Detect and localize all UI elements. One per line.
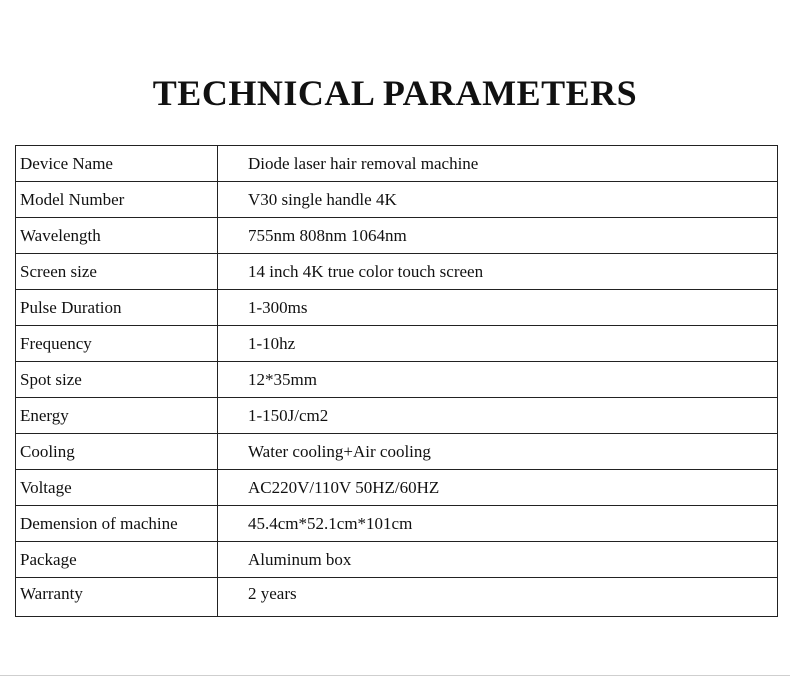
parameter-label: Wavelength (16, 218, 218, 254)
parameter-label: Cooling (16, 434, 218, 470)
parameter-label: Energy (16, 398, 218, 434)
table-row (16, 254, 778, 290)
parameter-value: Diode laser hair removal machine (218, 146, 778, 182)
parameter-label: Model Number (16, 182, 218, 218)
table-row (16, 326, 778, 362)
table-row (16, 578, 778, 617)
parameter-value: 14 inch 4K true color touch screen (218, 254, 778, 290)
parameter-label: Package (16, 542, 218, 578)
parameter-value: 2 years (218, 578, 778, 617)
parameter-value: 12*35mm (218, 362, 778, 398)
table-row (16, 218, 778, 254)
parameter-value: 1-150J/cm2 (218, 398, 778, 434)
table-row (16, 146, 778, 182)
parameter-value: 755nm 808nm 1064nm (218, 218, 778, 254)
parameter-label: Spot size (16, 362, 218, 398)
table-row (16, 182, 778, 218)
table-row (16, 470, 778, 506)
parameter-label: Frequency (16, 326, 218, 362)
table-row (16, 542, 778, 578)
table-row (16, 290, 778, 326)
page-title: TECHNICAL PARAMETERS (152, 73, 638, 113)
parameter-label: Demension of machine (16, 506, 218, 542)
parameter-label: Device Name (16, 146, 218, 182)
parameter-value: V30 single handle 4K (218, 182, 778, 218)
table-row (16, 398, 778, 434)
table-row (16, 434, 778, 470)
parameter-label: Warranty (16, 578, 218, 617)
parameter-label: Voltage (16, 470, 218, 506)
table-row (16, 506, 778, 542)
parameter-value: Aluminum box (218, 542, 778, 578)
parameter-value: AC220V/110V 50HZ/60HZ (218, 470, 778, 506)
bottom-divider (0, 675, 790, 676)
parameter-label: Screen size (16, 254, 218, 290)
parameter-value: 1-10hz (218, 326, 778, 362)
technical-parameters-table (15, 145, 778, 617)
table-row (16, 362, 778, 398)
parameter-value: 1-300ms (218, 290, 778, 326)
parameter-value: Water cooling+Air cooling (218, 434, 778, 470)
parameter-value: 45.4cm*52.1cm*101cm (218, 506, 778, 542)
parameter-label: Pulse Duration (16, 290, 218, 326)
